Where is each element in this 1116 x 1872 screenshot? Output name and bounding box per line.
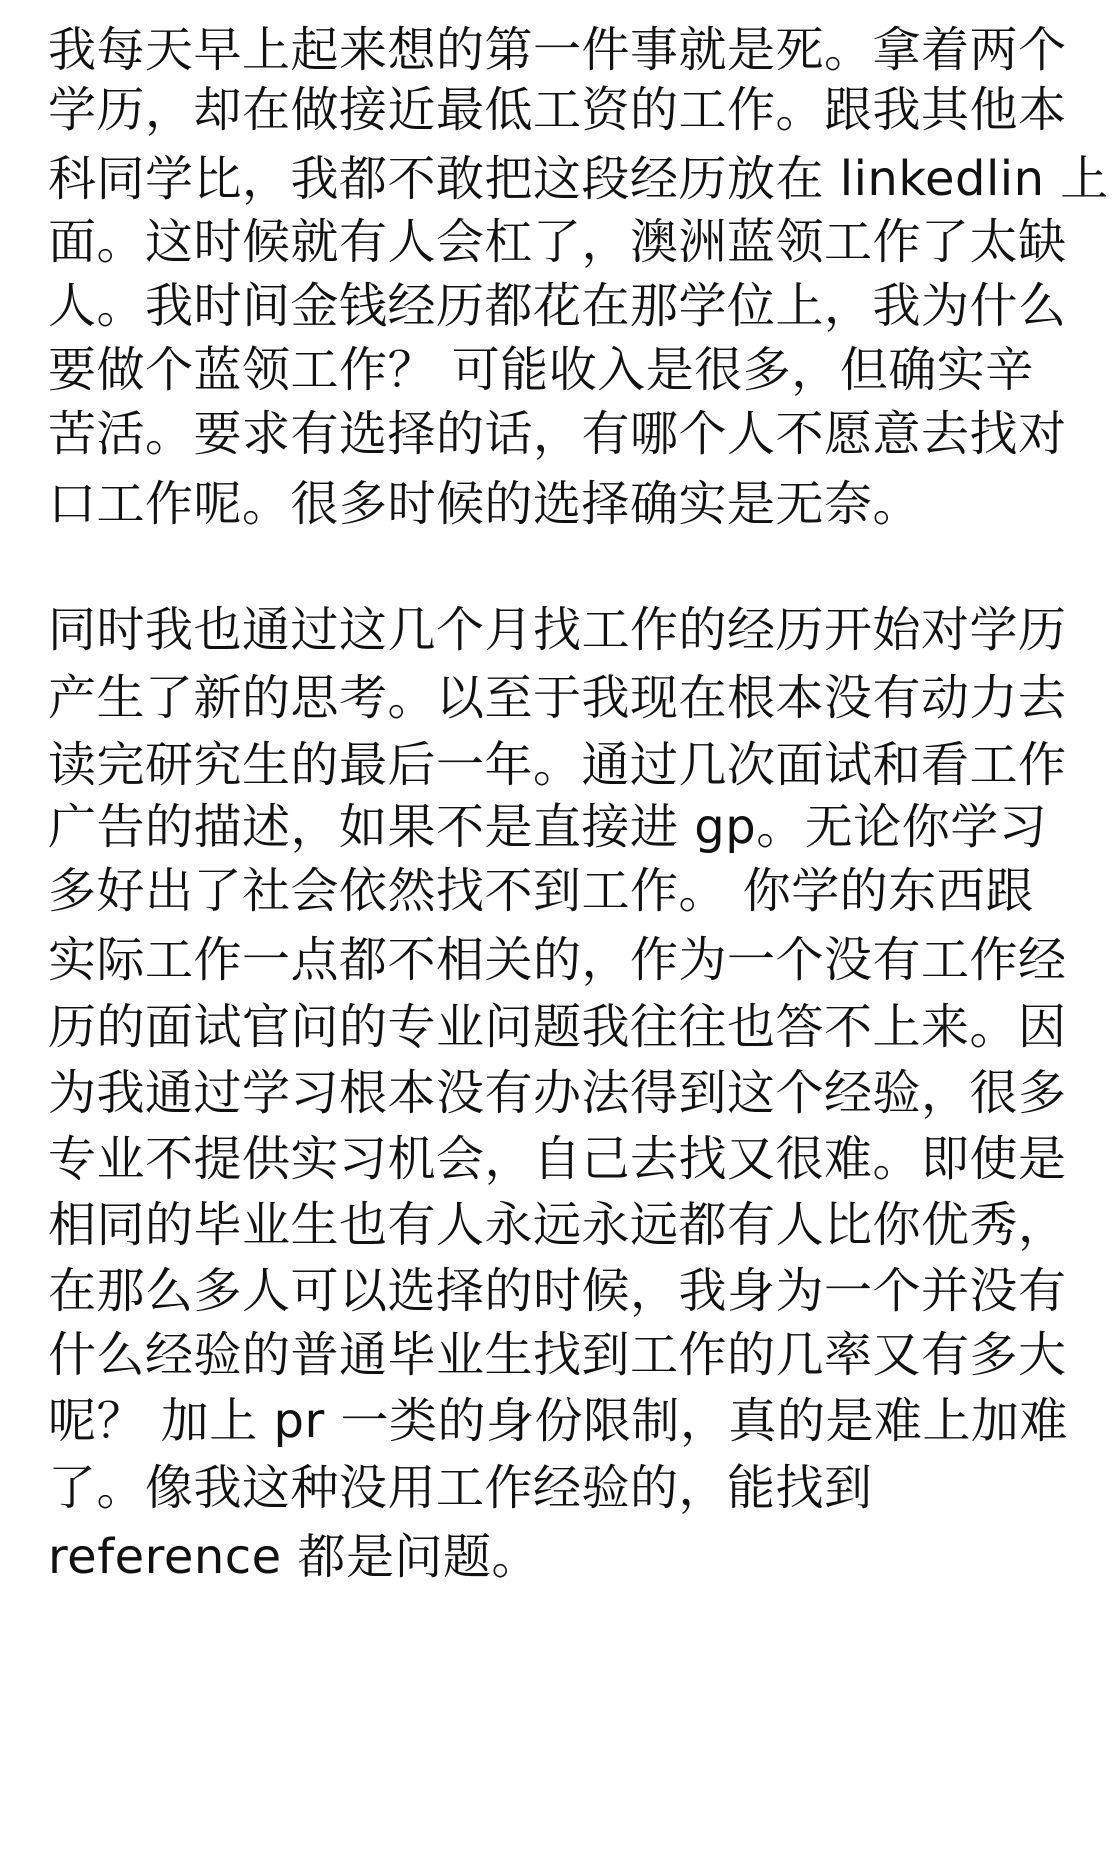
text-line: 人。我时间金钱经历都花在那学位上，我为什么 <box>48 278 1067 334</box>
text-line: 相同的毕业生也有人永远永远都有人比你优秀， <box>48 1197 1067 1253</box>
text-line: 多好出了社会依然找不到工作。 你学的东西跟 <box>48 863 1034 919</box>
text-line: 广告的描述，如果不是直接进 gp。无论你学习 <box>48 799 1048 855</box>
text-line: 了。像我这种没用工作经验的，能找到 <box>48 1460 873 1516</box>
text-line: reference 都是问题。 <box>48 1529 540 1585</box>
text-line: 实际工作一点都不相关的，作为一个没有工作经 <box>48 932 1067 988</box>
text-line: 口工作呢。很多时候的选择确实是无奈。 <box>48 476 922 532</box>
text-line: 在那么多人可以选择的时候，我身为一个并没有 <box>48 1263 1067 1319</box>
text-line: 呢？ 加上 pr 一类的身份限制，真的是难上加难 <box>48 1393 1068 1449</box>
text-line: 为我通过学习根本没有办法得到这个经验，很多 <box>48 1065 1067 1121</box>
text-line: 学历，却在做接近最低工资的工作。跟我其他本 <box>48 82 1067 138</box>
text-line: 专业不提供实习机会，自己去找又很难。即使是 <box>48 1131 1067 1187</box>
text-line: 苦活。要求有选择的话，有哪个人不愿意去找对 <box>48 406 1067 462</box>
text-line: 历的面试官问的专业问题我往往也答不上来。因 <box>48 999 1067 1055</box>
text-line: 产生了新的思考。以至于我现在根本没有动力去 <box>48 670 1067 726</box>
text-line: 什么经验的普通毕业生找到工作的几率又有多大 <box>48 1327 1067 1383</box>
text-line: 面。这时候就有人会杠了，澳洲蓝领工作了太缺 <box>48 214 1067 270</box>
text-line: 读完研究生的最后一年。通过几次面试和看工作 <box>48 737 1067 793</box>
text-line: 我每天早上起来想的第一件事就是死。拿着两个 <box>48 22 1067 78</box>
text-line: 科同学比，我都不敢把这段经历放在 linkedlin 上 <box>48 151 1109 207</box>
text-line: 同时我也通过这几个月找工作的经历开始对学历 <box>48 602 1067 658</box>
text-line: 要做个蓝领工作？ 可能收入是很多，但确实辛 <box>48 342 1034 398</box>
